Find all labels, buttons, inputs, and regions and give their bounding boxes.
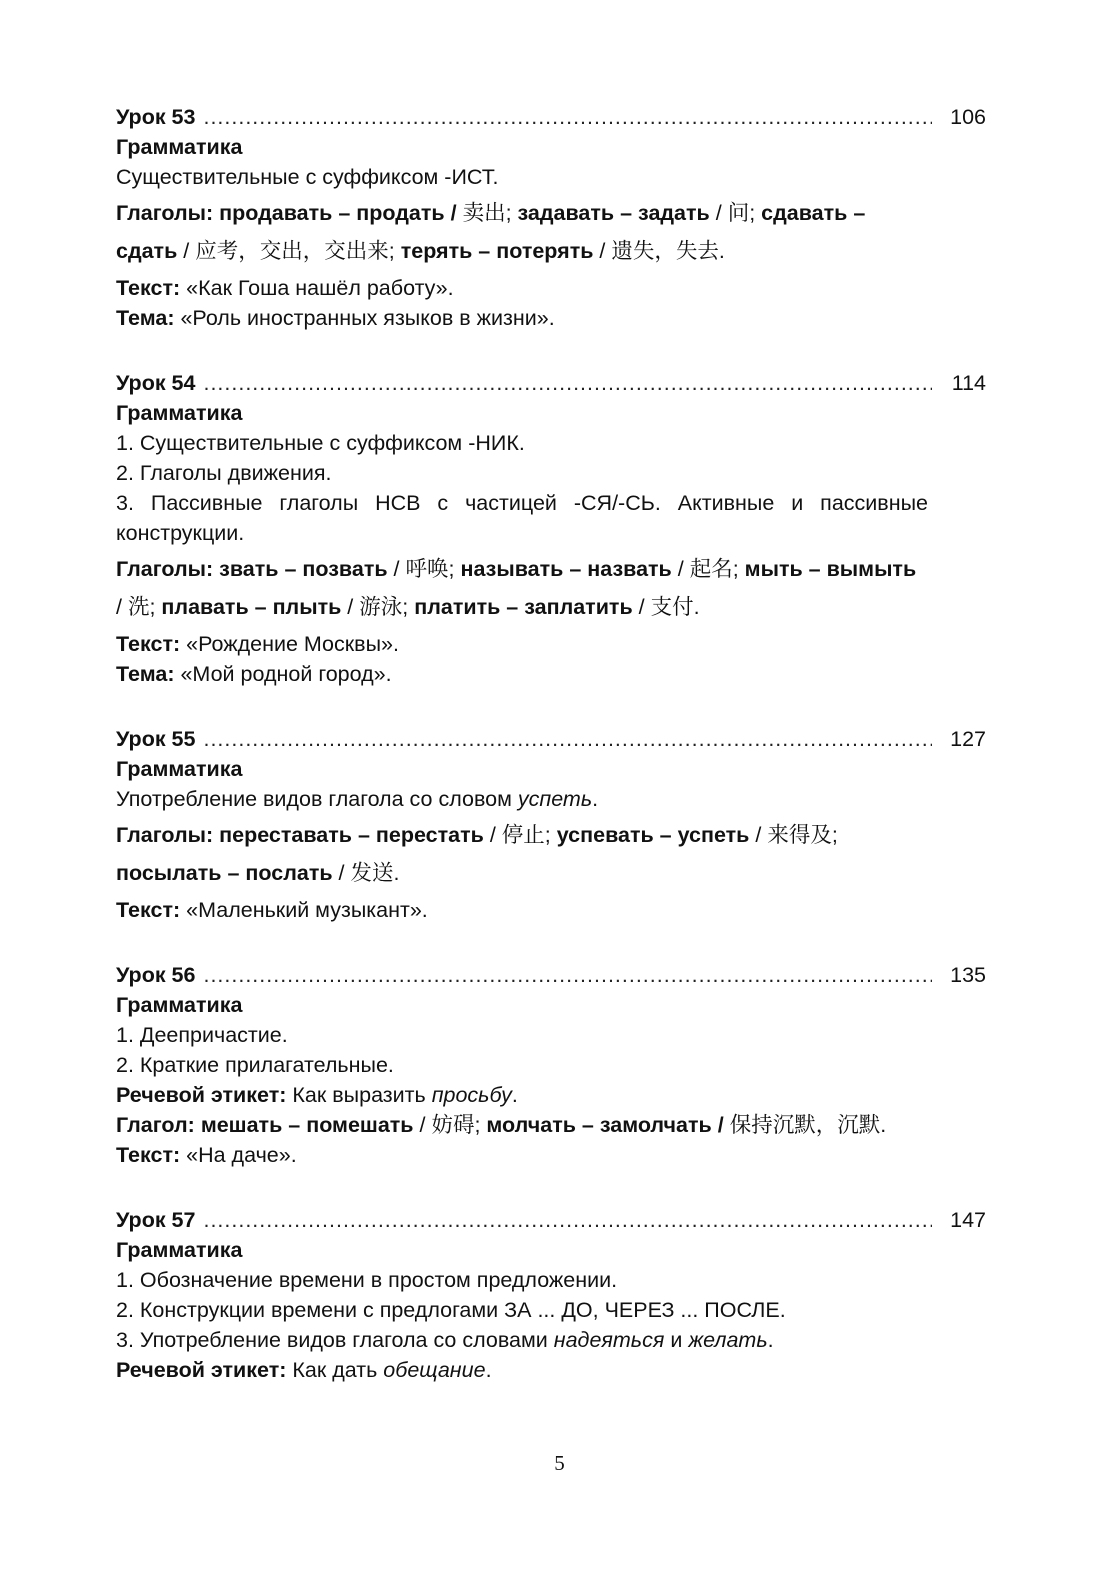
page-ref: 135 — [950, 963, 986, 987]
table-of-contents — [116, 102, 986, 1385]
verb-translation: 停止 — [501, 823, 545, 847]
lesson-title: Урок 57 — [116, 1208, 196, 1232]
text-title: «Как Гоша нашёл работу». — [186, 276, 454, 300]
verb-pair: переставать – перестать — [219, 823, 484, 847]
verb-pair: молчать – замолчать — [486, 1113, 712, 1137]
grammar-keyword: успеть — [517, 787, 593, 811]
grammar-heading: Грамматика — [116, 135, 243, 159]
etiquette-keyword: просьбу — [431, 1083, 512, 1107]
grammar-item: Существительные с суффиксом -ИСТ. — [116, 165, 499, 189]
verb-pair: успевать – успеть — [556, 823, 750, 847]
lesson-title: Урок 54 — [116, 371, 196, 395]
grammar-heading: Грамматика — [116, 401, 243, 425]
grammar-keyword: надеяться — [553, 1328, 665, 1352]
grammar-item: 2. Глаголы движения. — [116, 461, 332, 485]
verb-translation: 起名 — [689, 557, 733, 581]
page-number: 5 — [554, 1451, 565, 1475]
page-ref: 114 — [951, 371, 986, 395]
toc-entry[interactable] — [116, 368, 986, 398]
verbs-label: Глаголы: — [116, 201, 214, 225]
verb-translation: 问 — [727, 201, 750, 225]
lesson-title: Урок 55 — [116, 727, 196, 751]
grammar-item: 2. Краткие прилагательные. — [116, 1053, 394, 1077]
toc-entry[interactable] — [116, 960, 986, 990]
verb-translation: 保持沉默，沉默 — [729, 1113, 881, 1137]
verb-pair: платить – заплатить — [414, 595, 633, 619]
grammar-item: 1. Деепричастие. — [116, 1023, 288, 1047]
lesson-56 — [116, 960, 986, 1170]
etiquette-text: . — [511, 1083, 518, 1107]
dot-leader — [203, 368, 932, 398]
text-line — [116, 1140, 986, 1170]
verbs-label: Глаголы: — [116, 557, 214, 581]
theme-title: «Роль иностранных языков в жизни». — [180, 306, 555, 330]
verb-translation: 妨碍 — [431, 1113, 475, 1137]
grammar-text: . — [767, 1328, 774, 1352]
verb-translation: 遗失，失去 — [611, 239, 719, 263]
grammar-item: 1. Обозначение времени в простом предложении. — [116, 1268, 618, 1292]
grammar-text: Употребление видов глагола со словом — [116, 787, 518, 811]
verb-translation: 游泳 — [359, 595, 403, 619]
verb-pair: сдавать – сдать — [116, 201, 866, 263]
verbs-line: Глаголы: продавать – продать / 卖出; задавать – задать / 问; сдавать – сдать / 应考，交出，交出来; терять – потерять / 遗失，失去. — [116, 201, 866, 263]
text-line — [116, 895, 986, 925]
text-title: «Рождение Москвы». — [186, 632, 399, 656]
text-line — [116, 273, 986, 303]
page-ref: 106 — [950, 105, 986, 129]
grammar-keyword: желать — [688, 1328, 768, 1352]
verb-pair: звать – позвать — [219, 557, 388, 581]
toc-entry[interactable] — [116, 102, 986, 132]
toc-entry[interactable] — [116, 724, 986, 754]
verbs-label: Глагол: — [116, 1113, 195, 1137]
verb-pair: посылать – послать — [116, 861, 333, 885]
etiquette-text: Как дать — [292, 1358, 384, 1382]
text-label: Текст: — [116, 898, 181, 922]
verb-pair: мешать – помешать — [200, 1113, 414, 1137]
theme-line — [116, 659, 986, 689]
dot-leader — [203, 1205, 932, 1235]
lesson-55 — [116, 724, 986, 925]
grammar-text: . — [592, 787, 599, 811]
etiquette-keyword: обещание — [383, 1358, 486, 1382]
grammar-item — [116, 784, 928, 814]
verb-pair: задавать – задать — [517, 201, 710, 225]
grammar-item: 1. Существительные с суффиксом -НИК. — [116, 431, 525, 455]
dot-leader — [203, 960, 932, 990]
theme-line — [116, 303, 986, 333]
text-label: Текст: — [116, 1143, 181, 1167]
text-title: «Маленький музыкант». — [186, 898, 428, 922]
etiquette-line — [116, 1355, 986, 1385]
grammar-text: и — [664, 1328, 689, 1352]
page-ref: 127 — [950, 727, 986, 751]
toc-entry[interactable] — [116, 1205, 986, 1235]
theme-title: «Мой родной город». — [180, 662, 392, 686]
theme-label: Тема: — [116, 662, 175, 686]
grammar-item: 3. Пассивные глаголы НСВ с частицей -СЯ/-СЬ. Активные и пассивные конструкции. — [116, 491, 928, 545]
verb-pair: называть – назвать — [460, 557, 672, 581]
page-ref: 147 — [950, 1208, 986, 1232]
grammar-text: 3. Употребление видов глагола со словами — [116, 1328, 554, 1352]
lesson-title: Урок 56 — [116, 963, 196, 987]
etiquette-text: Как выразить — [292, 1083, 432, 1107]
dot-leader — [203, 102, 932, 132]
etiquette-label: Речевой этикет: — [116, 1083, 287, 1107]
verbs-label: Глаголы: — [116, 823, 214, 847]
verb-translation: 支付 — [650, 595, 694, 619]
verb-pair: мыть – вымыть — [744, 557, 917, 581]
grammar-item — [116, 1325, 928, 1355]
verb-pair: плавать – плыть — [161, 595, 342, 619]
verb-pair: продавать – продать — [219, 201, 445, 225]
verb-pair: терять – потерять — [400, 239, 594, 263]
etiquette-text: . — [485, 1358, 492, 1382]
grammar-item: 2. Конструкции времени с предлогами ЗА ... ДО, ЧЕРЕЗ ... ПОСЛЕ. — [116, 1298, 786, 1322]
lesson-54 — [116, 368, 986, 689]
lesson-57 — [116, 1205, 986, 1385]
grammar-heading: Грамматика — [116, 757, 243, 781]
text-line — [116, 629, 986, 659]
verb-translation: 发送 — [350, 861, 394, 885]
etiquette-line — [116, 1080, 986, 1110]
verb-translation: 洗 — [127, 595, 150, 619]
grammar-heading: Грамматика — [116, 1238, 243, 1262]
text-title: «На даче». — [186, 1143, 297, 1167]
verbs-line: Глаголы: звать – позвать / 呼唤; называть – назвать / 起名; мыть – вымыть / 洗; плавать – плыть / 游泳; платить – заплатить / 支付. — [116, 557, 917, 619]
lesson-53 — [116, 102, 986, 333]
etiquette-label: Речевой этикет: — [116, 1358, 287, 1382]
grammar-heading: Грамматика — [116, 993, 243, 1017]
dot-leader — [203, 724, 932, 754]
lesson-title: Урок 53 — [116, 105, 196, 129]
verb-translation: 卖出 — [462, 201, 506, 225]
verb-translation: 呼唤 — [405, 557, 449, 581]
theme-label: Тема: — [116, 306, 175, 330]
text-label: Текст: — [116, 276, 181, 300]
verbs-line: Глаголы: переставать – перестать / 停止; успевать – успеть / 来得及; посылать – послать / 发送. — [116, 823, 838, 885]
verbs-line: Глагол: мешать – помешать / 妨碍; молчать – замолчать / 保持沉默，沉默. — [116, 1113, 887, 1137]
verb-translation: 来得及 — [767, 823, 832, 847]
text-label: Текст: — [116, 632, 181, 656]
verb-translation: 应考，交出，交出来 — [195, 239, 389, 263]
